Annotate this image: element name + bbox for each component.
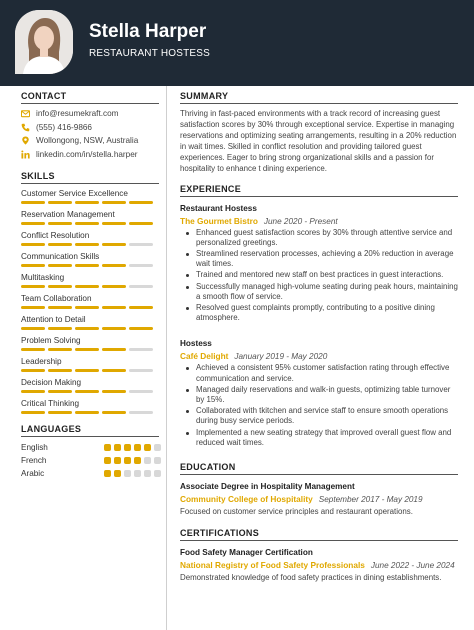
language-level-dot bbox=[144, 457, 151, 464]
job-company: The Gourmet Bistro bbox=[180, 215, 258, 226]
phone-icon bbox=[21, 123, 30, 132]
job-company: Café Delight bbox=[180, 351, 229, 362]
skill-label: Problem Solving bbox=[21, 336, 81, 345]
skill-level-segment bbox=[102, 285, 126, 288]
skill-item bbox=[21, 376, 159, 397]
skill-level-segment bbox=[48, 411, 72, 414]
skill-level-segment bbox=[21, 411, 45, 414]
skill-item bbox=[21, 271, 159, 292]
skill-label: Leadership bbox=[21, 357, 62, 366]
language-level-dots bbox=[104, 470, 161, 477]
skill-level-segment bbox=[129, 243, 153, 246]
job-bullet: Implemented a new seating strategy that improved overall guest flow and reduced wait times. bbox=[180, 428, 458, 448]
skill-level-segment bbox=[75, 327, 99, 330]
skill-level-segment bbox=[48, 243, 72, 246]
job-bullet: Streamlined reservation processes, achieving a 20% reduction in average wait times. bbox=[180, 249, 458, 269]
right-column bbox=[180, 86, 458, 582]
skill-level-segment bbox=[75, 222, 99, 225]
contact-heading: CONTACT bbox=[21, 91, 67, 101]
education-degree: Associate Degree in Hospitality Management bbox=[180, 482, 355, 492]
section-rule bbox=[180, 103, 458, 104]
languages-list bbox=[21, 441, 159, 480]
skill-level-segment bbox=[129, 306, 153, 309]
skill-label: Multitasking bbox=[21, 273, 65, 282]
language-level-dot bbox=[134, 457, 141, 464]
skill-label: Conflict Resolution bbox=[21, 231, 90, 240]
experience-section bbox=[180, 184, 458, 448]
language-item bbox=[21, 467, 159, 480]
skill-level-segment bbox=[129, 327, 153, 330]
skill-level-bar bbox=[21, 264, 153, 267]
section-rule bbox=[180, 540, 458, 541]
skill-level-segment bbox=[21, 264, 45, 267]
skill-label: Team Collaboration bbox=[21, 294, 92, 303]
skill-label: Critical Thinking bbox=[21, 399, 80, 408]
skill-level-segment bbox=[48, 201, 72, 204]
skill-level-bar bbox=[21, 285, 153, 288]
language-item bbox=[21, 454, 159, 467]
skill-level-segment bbox=[21, 348, 45, 351]
skill-level-segment bbox=[75, 264, 99, 267]
skill-label: Customer Service Excellence bbox=[21, 189, 128, 198]
skill-item bbox=[21, 397, 159, 418]
skill-level-segment bbox=[21, 243, 45, 246]
skill-item bbox=[21, 355, 159, 376]
contact-phone-text: (555) 416-9866 bbox=[36, 122, 92, 132]
location-icon bbox=[21, 136, 30, 145]
education-school-line bbox=[180, 494, 458, 504]
skill-level-segment bbox=[102, 327, 126, 330]
skill-level-bar bbox=[21, 369, 153, 372]
skill-level-segment bbox=[129, 264, 153, 267]
education-section bbox=[180, 462, 458, 516]
section-rule bbox=[21, 436, 159, 437]
skill-level-segment bbox=[102, 348, 126, 351]
avatar-icon bbox=[15, 10, 73, 74]
contact-email[interactable] bbox=[21, 107, 159, 121]
skills-section bbox=[21, 171, 159, 418]
section-rule bbox=[21, 103, 159, 104]
skills-list bbox=[21, 187, 159, 418]
language-level-dot bbox=[154, 444, 161, 451]
section-rule bbox=[180, 196, 458, 197]
certification-dates: June 2022 - June 2024 bbox=[370, 561, 455, 571]
language-level-dot bbox=[114, 470, 121, 477]
education-school: Community College of Hospitality bbox=[180, 494, 313, 505]
language-level-dot bbox=[134, 444, 141, 451]
skill-level-segment bbox=[75, 348, 99, 351]
language-level-dots bbox=[104, 457, 161, 464]
language-level-dots bbox=[104, 444, 161, 451]
contact-location bbox=[21, 134, 159, 148]
education-dates: September 2017 - May 2019 bbox=[318, 495, 423, 505]
section-rule bbox=[180, 474, 458, 475]
language-level-dot bbox=[104, 457, 111, 464]
job-title: Hostess bbox=[180, 339, 212, 349]
skill-item bbox=[21, 208, 159, 229]
certification-issuer: National Registry of Food Safety Professionals bbox=[180, 560, 365, 571]
skill-level-bar bbox=[21, 327, 153, 330]
job-bullet: Collaborated with tkitchen and service staff to ensure smooth operations during busy service periods. bbox=[180, 406, 458, 426]
language-level-dot bbox=[124, 457, 131, 464]
skill-level-segment bbox=[48, 369, 72, 372]
language-level-dot bbox=[124, 470, 131, 477]
skill-level-segment bbox=[129, 390, 153, 393]
skill-level-bar bbox=[21, 243, 153, 246]
skill-level-segment bbox=[75, 411, 99, 414]
summary-text: Thriving in fast-paced environments with a track record of increasing guest satisfaction scores by 30% through exceptional service. Expertise in managing reservations and optimizing seating arrangements, resulting in a 20% reduction in wait times. Skilled in conflict resolution and providing tailored guest experiences. Eager to bring strong organizational skills and a passion for hospitality to enhance t dining experience. bbox=[180, 109, 457, 174]
language-label: English bbox=[21, 443, 48, 452]
skill-level-bar bbox=[21, 348, 153, 351]
skill-level-segment bbox=[75, 201, 99, 204]
language-level-dot bbox=[124, 444, 131, 451]
skill-level-segment bbox=[75, 369, 99, 372]
education-heading: EDUCATION bbox=[180, 462, 236, 473]
language-level-dot bbox=[144, 444, 151, 451]
summary-heading: SUMMARY bbox=[180, 91, 229, 101]
skill-level-segment bbox=[129, 369, 153, 372]
skill-label: Communication Skills bbox=[21, 252, 100, 261]
language-level-dot bbox=[154, 457, 161, 464]
skill-level-segment bbox=[21, 327, 45, 330]
contact-email-text: info@resumekraft.com bbox=[36, 109, 119, 119]
contact-location-text: Wollongong, NSW, Australia bbox=[36, 136, 139, 146]
candidate-name: Stella Harper bbox=[89, 21, 207, 42]
language-label: Arabic bbox=[21, 469, 45, 478]
skill-item bbox=[21, 250, 159, 271]
skill-level-segment bbox=[48, 306, 72, 309]
skill-level-segment bbox=[75, 285, 99, 288]
skill-level-segment bbox=[48, 327, 72, 330]
job-dates: June 2020 - Present bbox=[263, 216, 338, 226]
skill-level-segment bbox=[102, 411, 126, 414]
job-bullet: Enhanced guest satisfaction scores by 30% through attentive service and personalized greetings. bbox=[180, 228, 458, 248]
skill-label: Decision Making bbox=[21, 378, 82, 387]
skill-level-bar bbox=[21, 222, 153, 225]
left-column bbox=[21, 86, 159, 480]
column-divider bbox=[166, 86, 167, 630]
skill-level-segment bbox=[102, 201, 126, 204]
skill-level-segment bbox=[48, 264, 72, 267]
skill-level-segment bbox=[21, 285, 45, 288]
skill-level-segment bbox=[129, 411, 153, 414]
profile-photo bbox=[15, 10, 73, 74]
skill-level-segment bbox=[102, 390, 126, 393]
skill-level-segment bbox=[102, 264, 126, 267]
experience-heading: EXPERIENCE bbox=[180, 183, 242, 194]
skill-item bbox=[21, 187, 159, 208]
language-item bbox=[21, 441, 159, 454]
job-title: Restaurant Hostess bbox=[180, 203, 257, 213]
language-level-dot bbox=[104, 470, 111, 477]
certifications-heading: CERTIFICATIONS bbox=[180, 528, 260, 539]
skill-level-segment bbox=[129, 201, 153, 204]
skill-level-segment bbox=[102, 369, 126, 372]
summary-section bbox=[180, 91, 458, 175]
section-rule bbox=[21, 183, 159, 184]
resume-header bbox=[0, 0, 474, 86]
job-bullet: Managed daily reservations and walk-in guests, optimizing table turnover by 15%. bbox=[180, 385, 458, 405]
job-bullet: Resolved guest complaints promptly, contributing to a positive dining atmosphere. bbox=[180, 303, 458, 323]
skill-level-bar bbox=[21, 390, 153, 393]
language-level-dot bbox=[154, 470, 161, 477]
skill-level-segment bbox=[21, 390, 45, 393]
job-entry bbox=[180, 204, 458, 324]
language-level-dot bbox=[114, 444, 121, 451]
job-company-line bbox=[180, 216, 458, 226]
skill-level-segment bbox=[75, 243, 99, 246]
language-level-dot bbox=[114, 457, 121, 464]
skill-level-segment bbox=[102, 222, 126, 225]
certification-issuer-line bbox=[180, 560, 458, 570]
skill-level-segment bbox=[102, 306, 126, 309]
job-bullets bbox=[180, 228, 458, 324]
skill-item bbox=[21, 229, 159, 250]
skill-level-segment bbox=[48, 285, 72, 288]
job-bullet: Achieved a consistent 95% customer satisfaction rating through effective communication and service. bbox=[180, 363, 458, 383]
skill-level-segment bbox=[21, 201, 45, 204]
skill-label: Attention to Detail bbox=[21, 315, 86, 324]
education-note: Focused on customer service principles and restaurant operations. bbox=[180, 507, 413, 517]
skills-heading: SKILLS bbox=[21, 171, 55, 181]
language-level-dot bbox=[134, 470, 141, 477]
skill-level-segment bbox=[21, 369, 45, 372]
skill-level-segment bbox=[129, 222, 153, 225]
language-level-dot bbox=[144, 470, 151, 477]
contact-phone[interactable] bbox=[21, 121, 159, 135]
languages-heading: LANGUAGES bbox=[21, 424, 82, 434]
skill-label: Reservation Management bbox=[21, 210, 115, 219]
email-icon bbox=[21, 109, 30, 118]
linkedin-icon bbox=[21, 150, 30, 159]
certifications-section bbox=[180, 528, 458, 582]
skill-level-segment bbox=[129, 348, 153, 351]
certification-name: Food Safety Manager Certification bbox=[180, 548, 313, 558]
skill-level-bar bbox=[21, 411, 153, 414]
skill-level-segment bbox=[48, 390, 72, 393]
languages-section bbox=[21, 424, 159, 480]
skill-level-segment bbox=[48, 222, 72, 225]
language-label: French bbox=[21, 456, 47, 465]
job-bullet: Successfully managed high-volume seating during peak hours, maintaining a smooth flow of service. bbox=[180, 282, 458, 302]
job-bullets bbox=[180, 363, 458, 448]
contact-linkedin-text: linkedin.com/in/stella.harper bbox=[36, 149, 138, 159]
skill-item bbox=[21, 313, 159, 334]
skill-level-segment bbox=[75, 306, 99, 309]
skill-level-bar bbox=[21, 201, 153, 204]
skill-level-segment bbox=[75, 390, 99, 393]
job-bullet: Trained and mentored new staff on best practices in guest interactions. bbox=[180, 270, 458, 280]
skill-item bbox=[21, 292, 159, 313]
candidate-title: RESTAURANT HOSTESS bbox=[89, 48, 211, 59]
skill-level-segment bbox=[129, 285, 153, 288]
job-company-line bbox=[180, 351, 458, 361]
skill-level-bar bbox=[21, 306, 153, 309]
certification-note: Demonstrated knowledge of food safety practices in dining establishments. bbox=[180, 573, 442, 583]
contact-section bbox=[21, 91, 159, 161]
skill-item bbox=[21, 334, 159, 355]
job-entry bbox=[180, 339, 458, 448]
skill-level-segment bbox=[102, 243, 126, 246]
job-dates: January 2019 - May 2020 bbox=[234, 352, 328, 362]
skill-level-segment bbox=[21, 306, 45, 309]
skill-level-segment bbox=[48, 348, 72, 351]
contact-linkedin[interactable] bbox=[21, 148, 159, 162]
skill-level-segment bbox=[21, 222, 45, 225]
language-level-dot bbox=[104, 444, 111, 451]
